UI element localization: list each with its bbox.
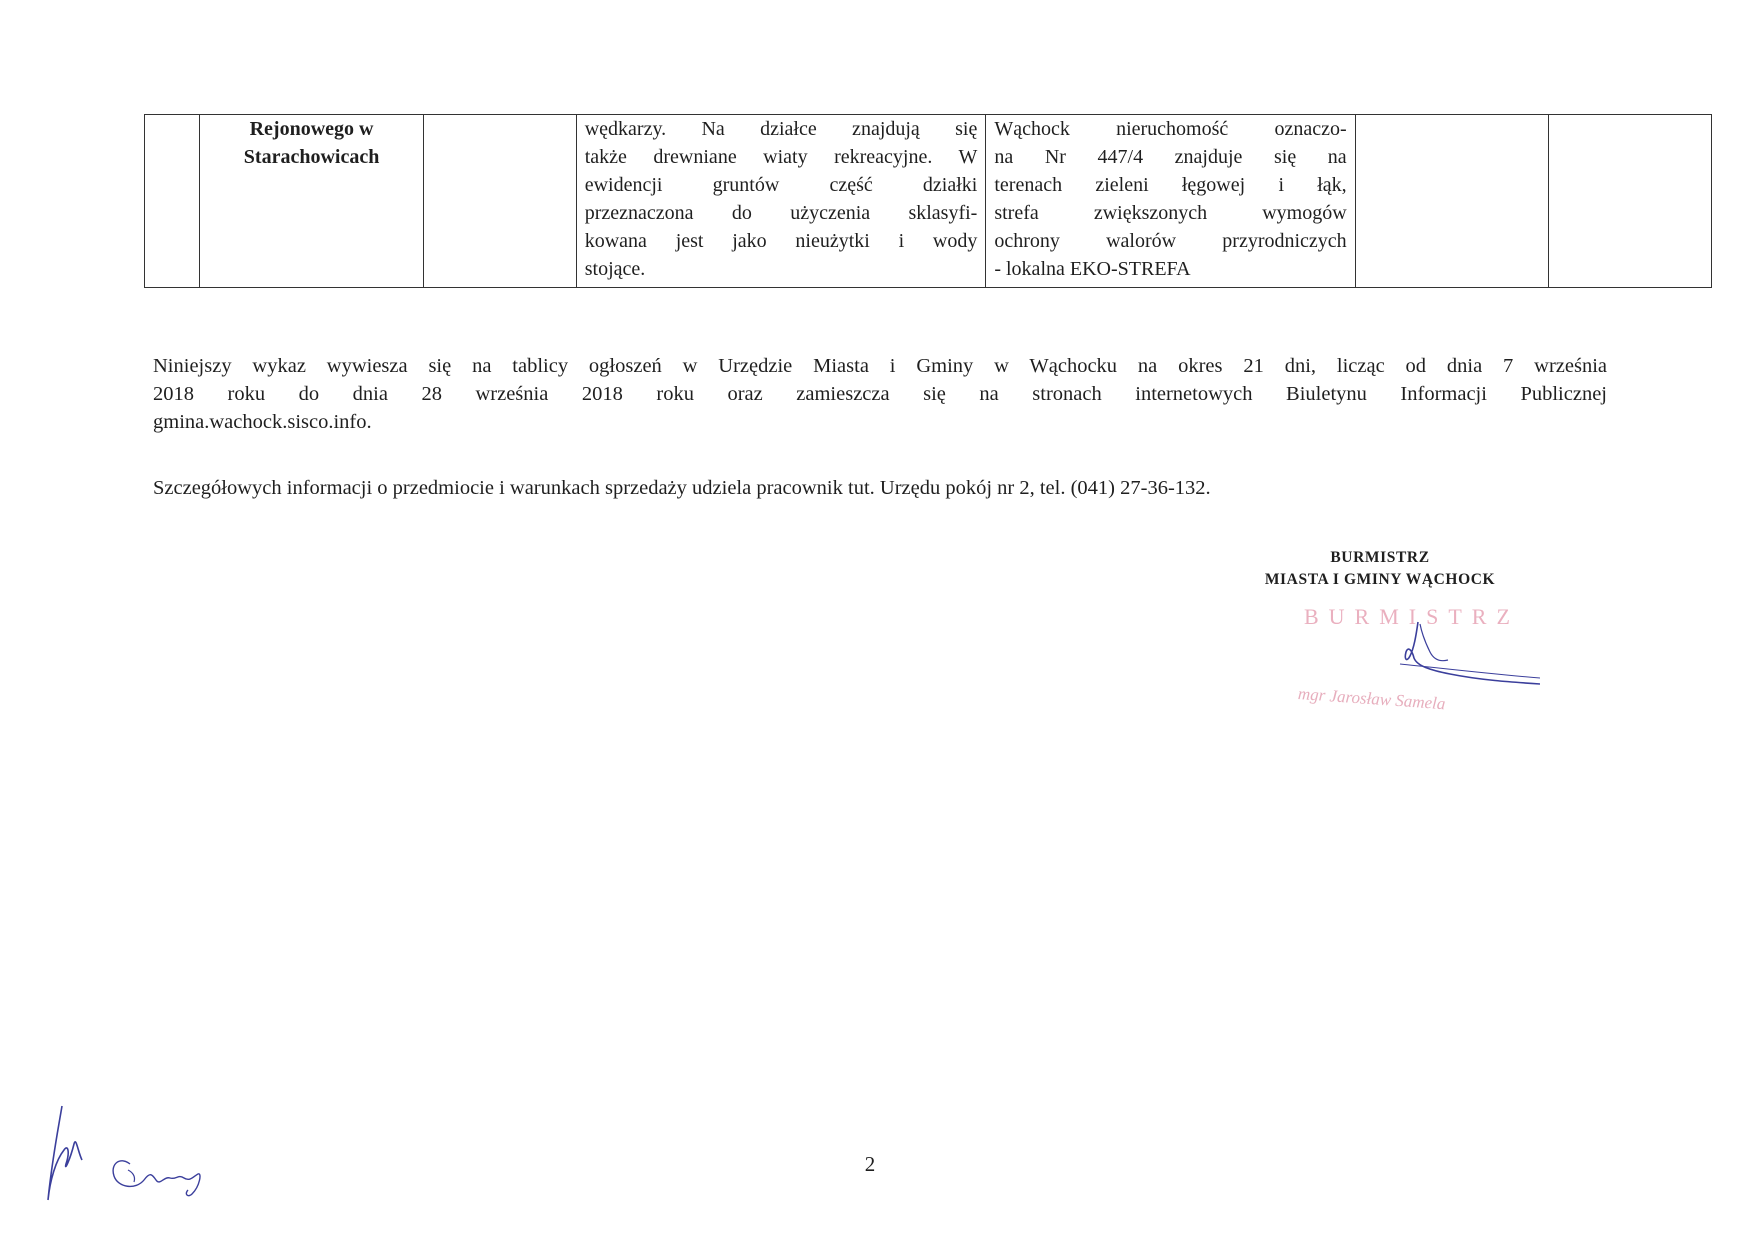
notice-line: 2018 roku do dnia 28 września 2018 roku oraz zamieszcza się na stronach internetowych Biuletynu Informacji Publicznej xyxy=(153,383,1607,405)
signatory-office: MIASTA I GMINY WĄCHOCK xyxy=(1264,571,1496,588)
cell-area xyxy=(423,115,576,288)
signatory-title: BURMISTRZ xyxy=(1330,549,1430,566)
notice-line: gmina.wachock.sisco.info. xyxy=(153,411,372,433)
court-name-line: Rejonowego w xyxy=(249,118,374,140)
notice-line: Niniejszy wykaz wywiesza się na tablicy ogłoszeń w Urzędzie Miasta i Gminy w Wąchocku na okres 21 dni, licząc od dnia 7 września xyxy=(153,355,1607,377)
zoning-line: ochrony walorów przyrodniczych xyxy=(994,230,1347,252)
contact-paragraph: Szczegółowych informacji o przedmiocie i warunkach sprzedaży udziela pracownik tut. Urzędu pokój nr 2, tel. (041) 27-36-132. xyxy=(153,477,1211,499)
notice-paragraph xyxy=(153,352,1607,436)
table-row xyxy=(145,115,1712,288)
property-table-continuation xyxy=(144,114,1712,288)
court-name-line: Starachowicach xyxy=(243,146,380,168)
cell-price xyxy=(1355,115,1548,288)
zoning-line: - lokalna EKO-STREFA xyxy=(994,258,1191,280)
description-line: ewidencji gruntów część działki xyxy=(584,174,978,196)
description-line: stojące. xyxy=(584,258,646,280)
official-stamp xyxy=(1290,604,1540,724)
stamp-name: mgr Jarosław Samela xyxy=(1297,684,1446,714)
description-line: także drewniane wiaty rekreacyjne. W xyxy=(584,146,978,168)
zoning-line: Wąchock nieruchomość oznaczo- xyxy=(994,118,1347,140)
cell-zoning-plan xyxy=(986,115,1355,288)
cell-description xyxy=(576,115,986,288)
cell-court-name xyxy=(200,115,423,288)
stamp-title: BURMISTRZ xyxy=(1304,604,1520,629)
signature-scribble-icon xyxy=(1290,604,1540,724)
description-line: kowana jest jako nieużytki i wody xyxy=(584,230,978,252)
description-line: wędkarzy. Na działce znajdują się xyxy=(584,118,978,140)
handwritten-initials-icon xyxy=(40,1100,220,1210)
cell-number xyxy=(145,115,200,288)
page-number: 2 xyxy=(864,1152,876,1176)
zoning-line: na Nr 447/4 znajduje się na xyxy=(994,146,1347,168)
zoning-line: strefa zwiększonych wymogów xyxy=(994,202,1347,224)
description-line: przeznaczona do użyczenia sklasyfi- xyxy=(584,202,978,224)
zoning-line: terenach zieleni łęgowej i łąk, xyxy=(994,174,1347,196)
cell-notes xyxy=(1548,115,1711,288)
